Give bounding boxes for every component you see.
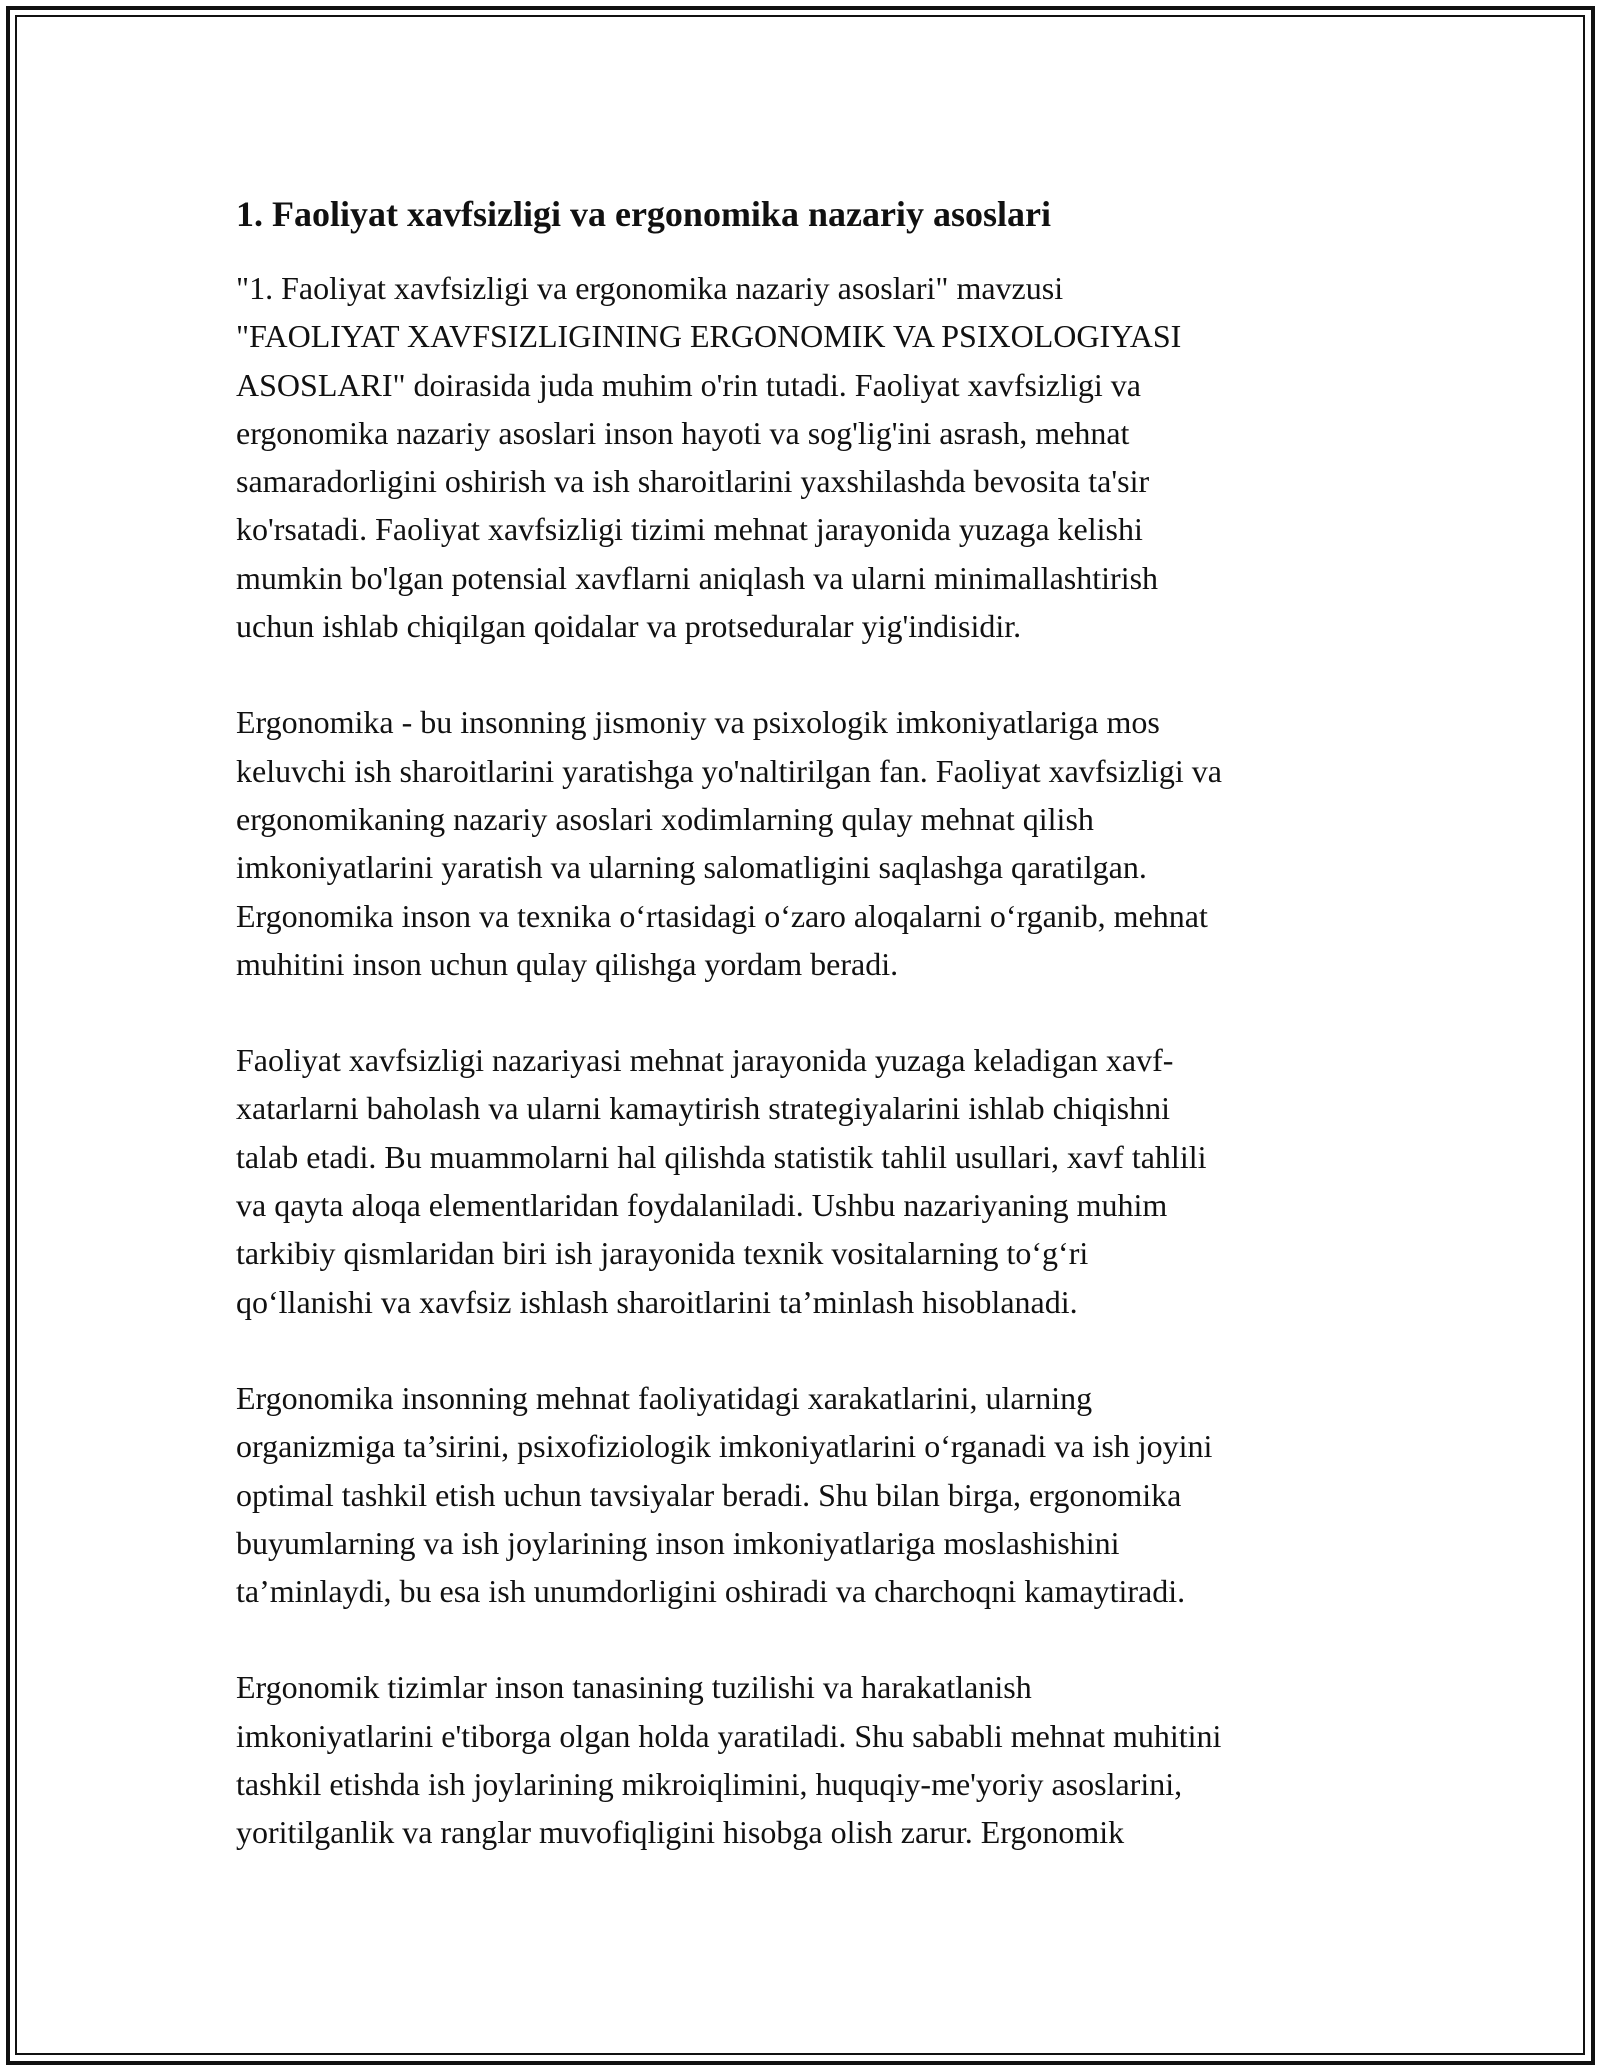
paragraph-2: Ergonomika - bu insonning jismoniy va psixologik imkoniyatlariga mos keluvchi ish sharoitlarini yaratishga yo'naltirilgan fan. Faoliyat xavfsizligi va ergonomikaning nazariy asoslari xodimlarning qulay mehnat qilish imkoniyatlarini yaratish va ularning salomatligini saqlashga qaratilgan. Ergonomika inson va texnika o‘rtasidagi o‘zaro aloqalarni o‘rganib, mehnat muhitini inson uchun qulay qilishga yordam beradi. (236, 704, 1222, 982)
paragraph-4: Ergonomika insonning mehnat faoliyatidagi xarakatlarini, ularning organizmiga ta’sirini, psixofiziologik imkoniyatlarini o‘rganadi va ish joyini optimal tashkil etish uchun tavsiyalar beradi. Shu bilan birga, ergonomika buyumlarning va ish joylarining inson imkoniyatlariga moslashishini ta’minlaydi, bu esa ish unumdorligini oshiradi va charchoqni kamaytiradi. (236, 1379, 1213, 1610)
paragraph-5: Ergonomik tizimlar inson tanasining tuzilishi va harakatlanish imkoniyatlarini e'tiborga olgan holda yaratiladi. Shu sababli mehnat muhitini tashkil etishda ish joylarining mikroiqlimini, huquqiy-me'yoriy asoslarini, yoritilganlik va ranglar muvofiqligini hisobga olish zarur. Ergonomik (236, 1669, 1222, 1851)
document-body (236, 186, 1376, 1905)
paragraph-1: "1. Faoliyat xavfsizligi va ergonomika nazariy asoslari" mavzusi "FAOLIYAT XAVFSIZLIGINING ERGONOMIK VA PSIXOLOGIYASI ASOSLARI" doirasida juda muhim o'rin tutadi. Faoliyat xavfsizligi va ergonomika nazariy asoslari inson hayoti va sog'lig'ini asrash, mehnat samaradorligini oshirish va ish sharoitlarini yaxshilashda bevosita ta'sir ko'rsatadi. Faoliyat xavfsizligi tizimi mehnat jarayonida yuzaga kelishi mumkin bo'lgan potensial xavflarni aniqlash va ularni minimallashtirish uchun ishlab chiqilgan qoidalar va protseduralar yig'indisidir. (236, 270, 1182, 645)
section-heading: 1. Faoliyat xavfsizligi va ergonomika nazariy asoslari (236, 194, 1051, 234)
paragraph-3: Faoliyat xavfsizligi nazariyasi mehnat jarayonida yuzaga keladigan xavf- xatarlarni baholash va ularni kamaytirish strategiyalarini ishlab chiqishni talab etadi. Bu muammolarni hal qilishda statistik tahlil usullari, xavf tahlili va qayta aloqa elementlaridan foydalaniladi. Ushbu nazariyaning muhim tarkibiy qismlaridan biri ish jarayonida texnik vositalarning to‘g‘ri qo‘llanishi va xavfsiz ishlash sharoitlarini ta’minlash hisoblanadi. (236, 1042, 1207, 1320)
